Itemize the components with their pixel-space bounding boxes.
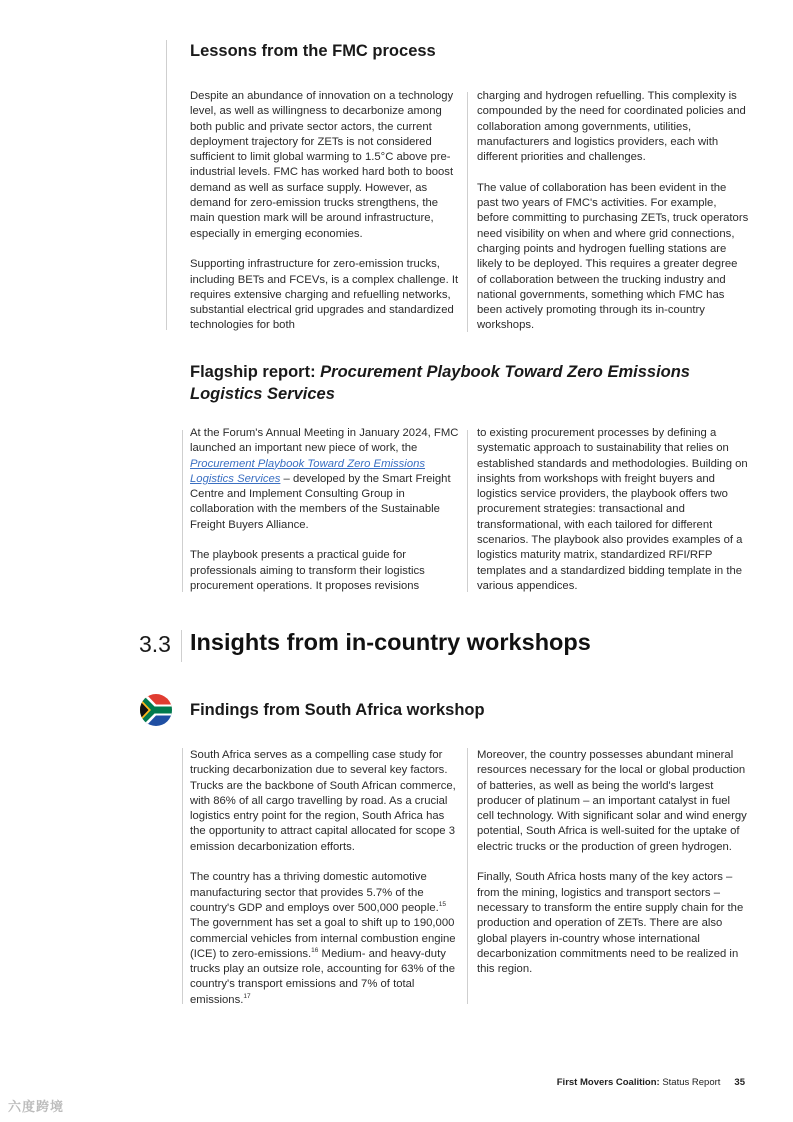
paragraph: to existing procurement processes by defining a systematic approach to sustainability that relies on established standards and methodologies. Building on insights from workshops with freight buyers and logistics service providers, the playbook offers two procurement strategies: transactional and transformational, with each tailored for different scenarios. The playbook also provides examples of a logistics maturity matrix, standardized RFI/RFP templates and a standardized bidding template in the various appendices. [477, 427, 748, 592]
sa-right-column [477, 748, 749, 977]
sa-left-column [190, 748, 462, 1008]
lessons-right-column [477, 89, 749, 334]
chapter-divider [181, 630, 182, 662]
column-divider [467, 748, 468, 1004]
paragraph: Despite an abundance of innovation on a technology level, as well as willingness to decarbonize among both public and private sector actors, the current deployment trajectory for ZETs is not considered sufficient to limit global warming to 1.5°C above pre-industrial levels. FMC has worked hard both to boost demand as well as surface supply. However, as demand for zero-emission trucks strengthens, the main question mark will be around infrastructure, especially in emerging economies. [190, 90, 454, 240]
page-footer [557, 1077, 745, 1088]
flagship-left-column [190, 426, 460, 594]
lessons-left-column [190, 89, 462, 334]
paragraph: Supporting infrastructure for zero-emission trucks, including BETs and FCEVs, is a complex challenge. It requires extensive charging and refuelling networks, substantial electrical grid upgrades and standardized technologies for both [190, 258, 459, 332]
paragraph: Moreover, the country possesses abundant mineral resources necessary for the local or global production of batteries, as well as being the world's largest producer of platinum – an important catalyst in fuel cell technology. With significant solar and wind energy potential, South Africa is well-suited for the uptake of electric trucks or the production of green hydrogen. [477, 749, 747, 853]
page-number: 35 [734, 1077, 745, 1088]
paragraph: South Africa serves as a compelling case study for trucking decarbonization due to several key factors. Trucks are the backbone of South African commerce, with 86% of all cargo travelling by road. As a crucial logistics entry point for the region, South Africa has the opportunity to attract capital allocated for scope 3 emission decarbonization efforts. [190, 749, 456, 853]
paragraph: charging and hydrogen refuelling. This complexity is compounded by the need for coordinated policies and collaboration among governments, utilities, manufacturers and logistics providers, each with different priorities and challenges. [477, 90, 746, 164]
column-divider [467, 92, 468, 332]
footnote-ref[interactable]: 17 [243, 992, 251, 1000]
footer-doc: Status Report [659, 1077, 721, 1088]
paragraph: At the Forum's Annual Meeting in January 2024, FMC launched an important new piece of work, the Procurement Playbook Toward Zero Emissions Logistics Services – developed by the Smart Freight Centre and Implement Consulting Group in collaboration with the members of the Sustainable Freight Buyers Alliance. [190, 427, 459, 531]
page-left-rule [182, 748, 183, 1004]
page-left-rule [182, 430, 183, 592]
report-title: Procurement Playbook Toward Zero Emissions Logistics Services [190, 363, 690, 403]
footnote-ref[interactable]: 16 [311, 947, 319, 955]
footnote-ref[interactable]: 15 [438, 901, 446, 909]
watermark-logo: 六度跨境 [8, 1099, 65, 1114]
heading-prefix: Flagship report: [190, 363, 321, 381]
footer-org: First Movers Coalition: [556, 1077, 660, 1088]
chapter-title: Insights from in-country workshops [190, 629, 591, 655]
flagship-right-column [477, 426, 749, 594]
paragraph: The playbook presents a practical guide for professionals aiming to transform their logistics procurement operations. It proposes revisions [190, 549, 425, 592]
paragraph: The country has a thriving domestic automotive manufacturing sector that provides 5.7% of the country's GDP and employs over 500,000 people.$^{15}$ The government has set a goal to shift up to 190,000 commercial vehicles from internal combustion engine (ICE) to zero-emissions.$^{16}$ Medium- and heavy-duty trucks play an outsize role, accounting for 63% of the country's transport emissions and 7% of total emissions.$^{17}$ [190, 871, 456, 1006]
section-heading-south-africa: Findings from South Africa workshop [190, 701, 485, 719]
page-left-rule [166, 40, 167, 330]
section-heading-lessons: Lessons from the FMC process [190, 42, 436, 60]
section-heading-flagship [190, 361, 730, 405]
chapter-number: 3.3 [139, 631, 171, 657]
paragraph: The value of collaboration has been evident in the past two years of FMC's activities. For example, before committing to purchasing ZETs, truck operators need visibility on when and where grid connections, charging points and hydrogen fuelling stations are likely to be deployed. This requires a greater degree of collaboration between the trucking industry and national governments, something which FMC has been actively promoting through its in-country workshops. [477, 181, 749, 332]
paragraph: Finally, South Africa hosts many of the key actors – from the mining, logistics and transport sectors – necessary to transform the entire supply chain for the production and operation of ZETs. There are also global players in-country whose international decarbonization commitments need to be realized in this region. [477, 871, 744, 976]
south-africa-flag-icon [140, 694, 172, 726]
playbook-link[interactable]: Procurement Playbook Toward Zero Emissions Logistics Services [190, 457, 426, 485]
column-divider [467, 430, 468, 592]
